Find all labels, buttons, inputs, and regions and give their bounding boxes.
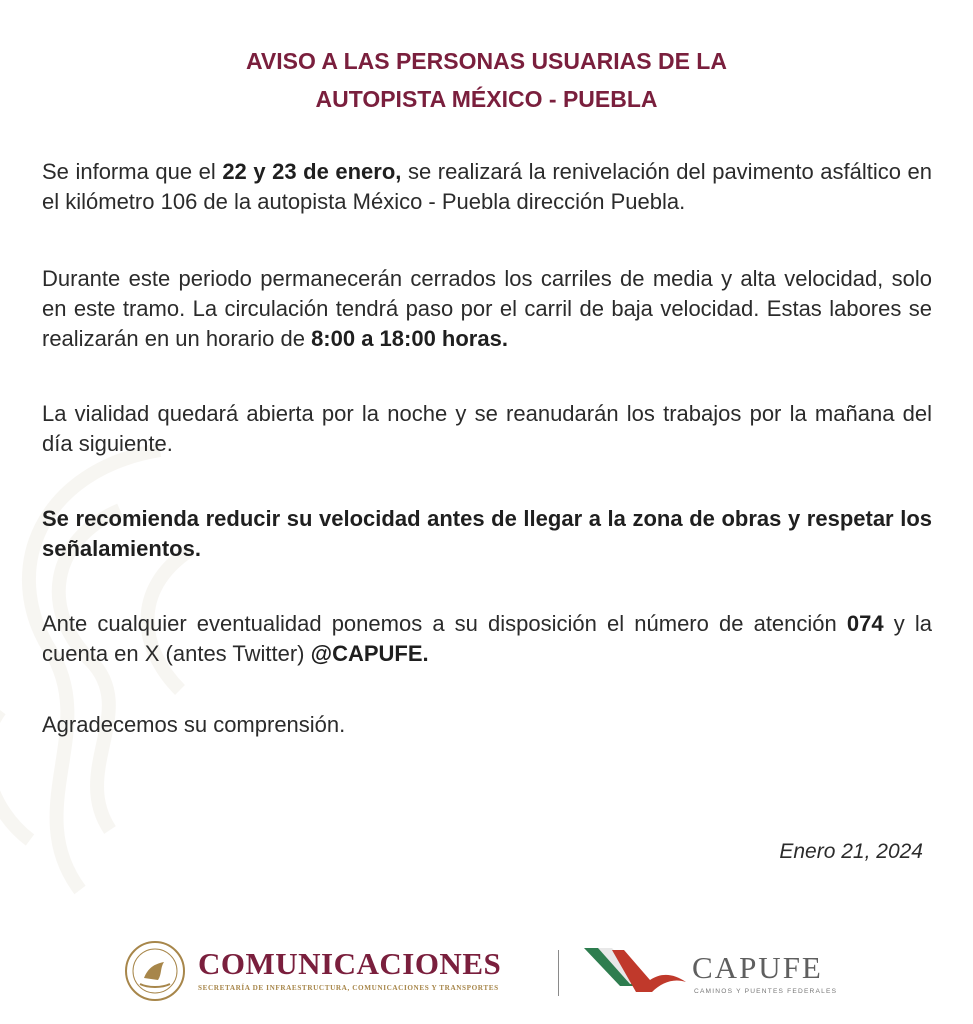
paragraph-night: La vialidad quedará abierta por la noche y se reanudarán los trabajos por la mañana del día siguiente. xyxy=(42,401,932,456)
capufe-ribbon-icon xyxy=(578,942,690,998)
capufe-wordmark: CAPUFE xyxy=(692,950,823,985)
paragraph-closure xyxy=(42,264,932,354)
title-line-1: AVISO A LAS PERSONAS USUARIAS DE LA xyxy=(246,48,727,74)
comunicaciones-subtitle: SECRETARÍA DE INFRAESTRUCTURA, COMUNICACIONES Y TRANSPORTES xyxy=(198,984,499,992)
mexico-seal-icon xyxy=(124,940,186,1002)
paragraph-thanks: Agradecemos su comprensión. xyxy=(42,712,346,737)
title-line-2: AUTOPISTA MÉXICO - PUEBLA xyxy=(315,86,658,112)
text-span: Durante este periodo permanecerán cerrados los carriles de media y alta velocidad, solo en este tramo. La circulación tendrá paso por el carril de baja velocidad. Estas labores se realizarán en un horario de xyxy=(42,266,932,351)
text-span: y la cuenta en X (antes Twitter) xyxy=(42,611,932,666)
notice-body xyxy=(42,157,932,787)
notice-title xyxy=(0,42,973,118)
notice-date: Enero 21, 2024 xyxy=(779,840,923,863)
bold-handle: @CAPUFE. xyxy=(310,641,429,666)
footer-divider xyxy=(558,950,559,996)
paragraph-dates xyxy=(42,157,932,217)
text-span: Se informa que el xyxy=(42,159,223,184)
text-span: se realizará la renivelación del pavimento asfáltico en el kilómetro 106 de la autopista México - Puebla dirección Puebla. xyxy=(42,159,932,214)
bold-hours: 8:00 a 18:00 horas. xyxy=(311,326,508,351)
text-span: Ante cualquier eventualidad ponemos a su disposición el número de atención xyxy=(42,611,847,636)
bold-phone: 074 xyxy=(846,611,884,636)
bold-dates: 22 y 23 de enero, xyxy=(222,159,402,184)
comunicaciones-wordmark: COMUNICACIONES xyxy=(198,946,502,981)
paragraph-recommendation: Se recomienda reducir su velocidad antes de llegar a la zona de obras y respetar los señalamientos. xyxy=(42,506,932,561)
paragraph-contact xyxy=(42,609,932,669)
footer-logos xyxy=(124,940,864,1000)
capufe-subtitle: CAMINOS Y PUENTES FEDERALES xyxy=(694,988,838,995)
